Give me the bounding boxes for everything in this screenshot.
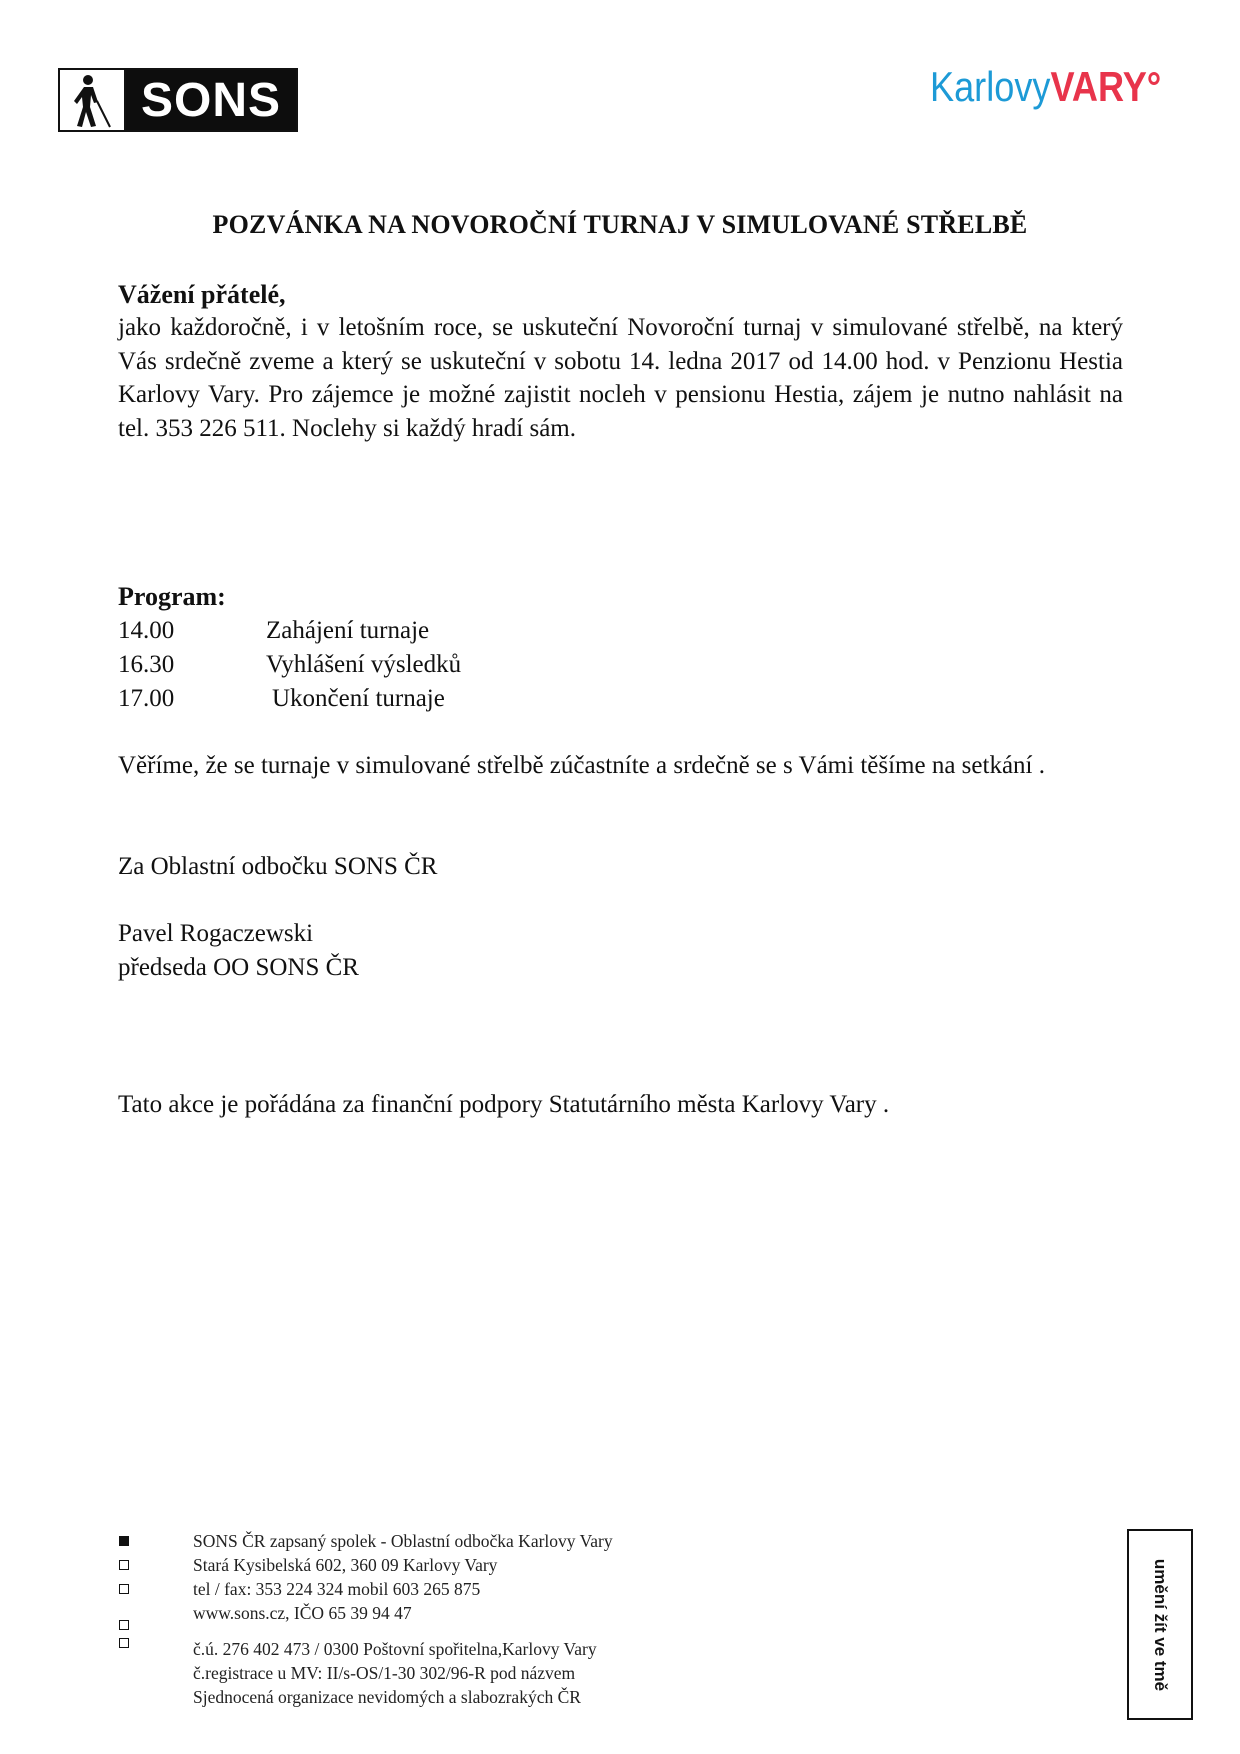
footer-line: www.sons.cz, IČO 65 39 94 47 — [193, 1603, 412, 1623]
karlovy-vary-logo-part1: Karlovy — [930, 63, 1051, 110]
karlovy-vary-logo-mark: ° — [1146, 63, 1162, 110]
footer-bullets — [119, 1531, 133, 1651]
program-event: Vyhlášení výsledků — [266, 651, 462, 678]
slogan: umění žít ve tmě — [1151, 1558, 1170, 1691]
square-icon — [119, 1620, 129, 1630]
program-item — [118, 682, 818, 716]
footer-line: č.ú. 276 402 473 / 0300 Poštovní spořitelna,Karlovy Vary — [193, 1639, 597, 1659]
closing-paragraph: Věříme, že se turnaje v simulované střelbě zúčastníte a srdečně se s Vámi těšíme na setkání . — [118, 752, 1045, 779]
program-event: Ukončení turnaje — [272, 685, 445, 712]
program-time: 17.00 — [118, 685, 175, 712]
signer-role: předseda OO SONS ČR — [118, 954, 359, 981]
document-title: POZVÁNKA NA NOVOROČNÍ TURNAJ V SIMULOVANÉ STŘELBĚ — [212, 210, 1028, 239]
program-item — [118, 614, 818, 648]
program-list — [118, 614, 818, 716]
sons-logo — [58, 68, 298, 132]
footer-line: č.registrace u MV: II/s-OS/1-30 302/96-R pod názvem — [193, 1663, 576, 1683]
program-heading: Program: — [118, 582, 226, 611]
program-event: Zahájení turnaje — [266, 617, 430, 644]
footer-line: SONS ČR zapsaný spolek - Oblastní odbočka Karlovy Vary — [193, 1531, 613, 1551]
footer-line: tel / fax: 353 224 324 mobil 603 265 875 — [193, 1579, 481, 1599]
signer-name: Pavel Rogaczewski — [118, 920, 314, 947]
blind-person-with-cane-icon — [60, 70, 126, 130]
funding-note: Tato akce je pořádána za finanční podpory Statutárního města Karlovy Vary . — [118, 1091, 890, 1118]
karlovy-vary-logo-part2: VARY — [1050, 63, 1147, 110]
square-icon — [119, 1584, 129, 1594]
greeting: Vážení přátelé, — [118, 280, 286, 309]
karlovy-vary-logo — [930, 62, 1161, 112]
program-item — [118, 648, 818, 682]
program-time: 14.00 — [118, 617, 175, 644]
signature-block — [118, 917, 359, 985]
footer-contact — [193, 1529, 613, 1709]
organization-line: Za Oblastní odbočku SONS ČR — [118, 853, 438, 880]
filled-square-icon — [119, 1536, 129, 1546]
program-time: 16.30 — [118, 651, 175, 678]
footer-line: Sjednocená organizace nevidomých a slabozrakých ČR — [193, 1687, 581, 1707]
sons-logo-text: SONS — [126, 70, 296, 130]
square-icon — [119, 1560, 129, 1570]
square-icon — [119, 1638, 129, 1648]
intro-paragraph: jako každoročně, i v letošním roce, se uskuteční Novoroční turnaj v simulované střelbě, na který Vás srdečně zveme a který se uskuteční v sobotu 14. ledna 2017 od 14.00 hod. v Penzionu Hestia Karlovy Vary. Pro zájemce je možné zajistit nocleh v pensionu Hestia, zájem je nutno nahlásit na tel. 353 226 511. Noclehy si každý hradí sám. — [118, 314, 1123, 442]
slogan-box — [1127, 1529, 1193, 1720]
footer-line: Stará Kysibelská 602, 360 09 Karlovy Vary — [193, 1555, 498, 1575]
